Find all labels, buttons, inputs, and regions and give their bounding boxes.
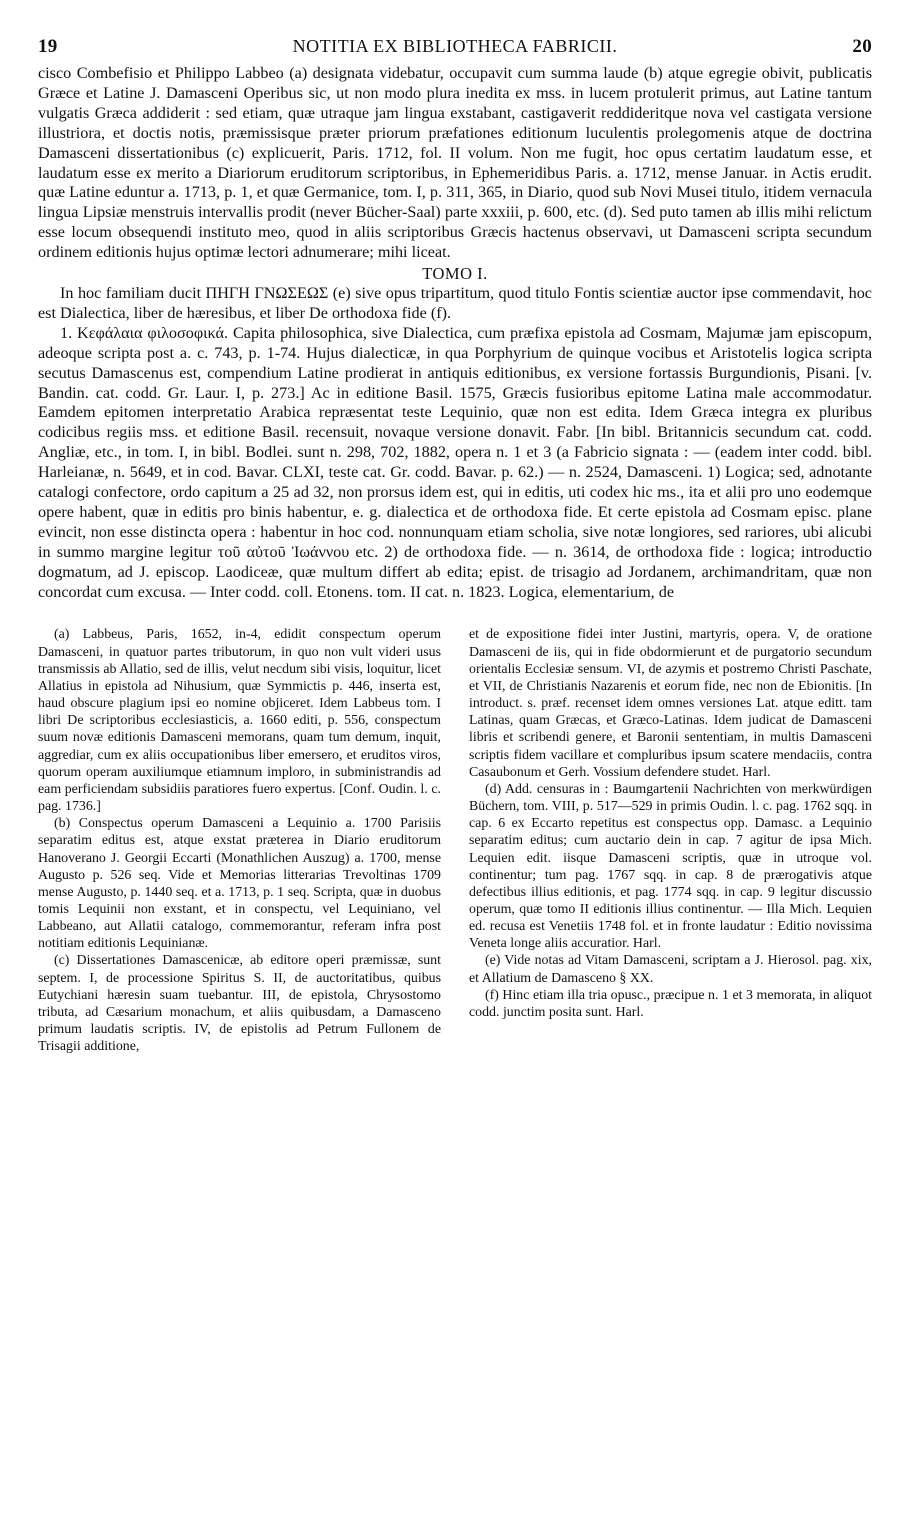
paragraph-continuation: cisco Combefisio et Philippo Labbeo (a) designata videbatur, occupavit cum summa laude (b) atque egregie obivit, publicatis Græce et Latine J. Damasceni Operibus sic, ut non modo plura inedita ex mss. in lucem protulerit primus, aut Latine tantum vulgatis Græca addiderit : sed etiam, quæ utraque jam lingua exstabant, castigaverit reddideritque nova vel castigata versione illustriora, et doctis notis, præmissisque præter priorum præfationes editionum luculentis prolegomenis atque de doctrina Damasceni dissertationibus (c) explicuerit, Paris. 1712, fol. II volum. Non me fugit, hoc opus certatim laudatum esse, et laudatum esse ex merito a Diariorum eruditorum scriptoribus, in Ephemeridibus Paris. a. 1712, mense Januar. in Actis erudit. quæ Latine eduntur a. 1713, p. 1, et quæ Germanice, tom. I, p. 311, 365, in Diario, quod sub Novi Musei titulo, itidem vernacula lingua Lipsiæ menstruis intervallis prodit (never Bücher-Saal) parte xxxiii, p. 600, etc. (d). Sed puto tamen ab illis mihi relictum esse locum obsequendi instituto meo, quod in aliis scriptoribus Græcis hactenus observavi, ut Damasceni scripta secundum ordinem editionis hujus optimæ lectori adnumerare; mihi liceat. (38, 64, 872, 262)
footnotes (38, 626, 872, 1055)
paragraph-capita-philosophica: 1. Κεφάλαια φιλοσοφικά. Capita philosophica, sive Dialectica, cum præfixa epistola ad Cosmam, Majumæ jam episcopum, adeoque scripta post a. c. 743, p. 1-74. Hujus dialecticæ, in qua Porphyrium de quinque vocibus et Aristotelis logica scripta secutus Damascenus est, compendium Latine prodierat in antiquis editionibus, ex versione fortassis Burgundionis, Pisani. [v. Bandin. cat. codd. Gr. Laur. I, p. 273.] Ac in editione Basil. 1575, Græcis fusioribus epitome Latina male accommodatur. Eamdem epitomen interpretatio Arabica repræsentat teste Lequinio, quæ non est edita. Idem Græca integra ex pluribus codicibus regiis mss. et editione Basil. recensuit, novaque versione donavit. Fabr. [In bibl. Britannicis secundum cat. codd. Angliæ, etc., in tom. I, in bibl. Bodlei. sunt n. 298, 702, 1882, opera n. 1 et 3 (a Fabricio signata : — (eadem inter codd. bibl. Harleianæ, n. 5649, et in cod. Bavar. CLXI, teste cat. Gr. codd. Bavar. p. 62.) — n. 2524, Damasceni. 1) Logica; sed, adnotante catalogi confectore, ordo capitum a 25 ad 32, non prorsus idem est, qui in editis, uti codex hic ms., ita et alii pro uno eodemque opere habent, quæ in editis pro binis habentur, e. g. dialectica et de orthodoxa fide. Et certe epistola ad Cosmam episc. plane evincit, non esse distincta opera : habentur in hoc cod. nonnunquam etiam scholia, sive notæ longiores, sed rariores, ubi alicubi in summo margine legitur τοῦ αὐτοῦ Ἰωάννου etc. 2) de orthodoxa fide. — n. 3614, de orthodoxa fide : logica; introductio dogmatum, ad J. episcop. Laodiceæ, quæ multum differt ab edita; epist. de trisagio ad Jordanem, archimandritam, quæ non concordat cum excusa. — Inter codd. coll. Etonens. tom. II cat. n. 1823. Logica, elementarium, de (38, 323, 872, 601)
running-header (38, 36, 872, 62)
footnote-c-continued: et de expositione fidei inter Justini, martyris, opera. V, de oratione Damasceni de iis, qui in fide obdormierunt et de purgatorio secundum orientalis Ecclesiæ sensum. VI, de azymis et postremo Christi Paschate, et VII, de Christianis Nazarenis et eorum fide, nec non de Ebionitis. [In introduct. s. præf. recenset idem omnes versiones Lat. atque editt. tam Latinas, quam Græcas, et Græco-Latinas. Idem judicat de Damasceni libris et scribendi genere, et Baronii sententiam, in multis Damasceni scriptis fidem vacillare et compluribus ipsum scatere mendaciis, contra Casaubonum et Gerh. Vossium defendere studet. Harl. (469, 627, 872, 780)
section-title: TOMO I. (422, 264, 488, 284)
footnote-f: (f) Hinc etiam illa tria opusc., præcipue n. 1 et 3 memorata, in aliquot codd. junctim posita sunt. Harl. (469, 987, 872, 1020)
footnote-a: (a) Labbeus, Paris, 1652, in-4, edidit conspectum operum Damasceni, in quatuor partes tributorum, in quo non vult videri usus transmissis ab Allatio, sed de illis, velut necdum sibi visis, loquitur, licet Allatius in epistola ad Nihusium, quæ Symmictis p. 446, inserta est, haud obscure plagium ipsi eo nomine objiceret. Idem Labbeus tom. I libri De scriptoribus ecclesiasticis, a. 1660 editi, p. 556, conspectum suum novæ editionis Damasceni memorans, quam tum demum, inquit, aggrediar, cum ex aliis occupationibus liber emersero, et eruditos viros, quorum operam auxiliumque etiamnum imploro, in subministrandis ad eam perficiendam subsidiis paratiores fuero expertus. [Conf. Oudin. l. c. pag. 1736.] (38, 627, 441, 815)
paragraph-intro: In hoc familiam ducit ΠΗΓΗ ΓΝΩΣΕΩΣ (e) sive opus tripartitum, quod titulo Fontis scientiæ auctor ipse commendavit, hoc est Dialectica, liber de hæresibus, et liber De orthodoxa fide (f). (38, 283, 872, 322)
footnote-e: (e) Vide notas ad Vitam Damasceni, scriptam a J. Hierosol. pag. xix, et Allatium de Damasceno § XX. (469, 953, 872, 986)
running-title: NOTITIA EX BIBLIOTHECA FABRICII. (292, 36, 618, 56)
footnotes-right-column (469, 626, 872, 1055)
footnotes-left-column (38, 626, 441, 1055)
footnote-d: (d) Add. censuras in : Baumgartenii Nachrichten von merkwürdigen Büchern, tom. VIII, p. 517—529 in primis Oudin. l. c. pag. 1762 sqq. in cap. 6 ex Eccarto repetitus est conspectus opp. Damasc. a Lequinio separatim editus; cum auctario dein in cap. 7 agitur de ipsa Mich. Lequien edit. iisque Damasceni scriptis, quæ in utroque vol. continentur; tum pag. 1767 sqq. in cap. 8 de prærogativis atque defectibus illius editionis, et pag. 1774 sqq. in cap. 9 legitur discussio operum, quæ tomo II editionis illius continentur. — Illa Mich. Lequien ed. recusa est Venetiis 1748 fol. et in fronte laudatur : Editio novissima Veneta longe aliis accuratior. Harl. (469, 781, 872, 952)
right-page-number: 20 (852, 36, 872, 57)
footnote-c: (c) Dissertationes Damascenicæ, ab editore operi præmissæ, sunt septem. I, de processione Spiritus S. II, de auctoritatibus, quibus Eutychiani hæresin suam tuebantur. III, de epistola, Chrysostomo tributa, ad Cæsarium monachum, et aliis quibusdam, a Damasceno primum laudatis scriptis. IV, de epistolis ad Petrum Fullonem de Trisagii additione, (38, 953, 441, 1055)
main-text (38, 64, 872, 602)
footnote-b: (b) Conspectus operum Damasceni a Lequinio a. 1700 Parisiis separatim editus est, atque exstat præterea in Diario eruditorum Hanoverano J. Georgii Eccarti (Monathlichen Auszug) a. 1700, mense Augusto p. 526 seq. Vide et Memorias litterarias Trevoltinas 1709 mense Augusto, p. 1440 seq. et a. 1713, p. 1 seq. Scripta, quæ in duobus tomis Lequinii non exstant, et in conspectu, vel Lequiniano, vel Labbeano, aut Allatii catalogo, commemorantur, referam infra post notitiam editionis Lequinianæ. (38, 816, 441, 952)
left-page-number: 19 (38, 36, 58, 57)
